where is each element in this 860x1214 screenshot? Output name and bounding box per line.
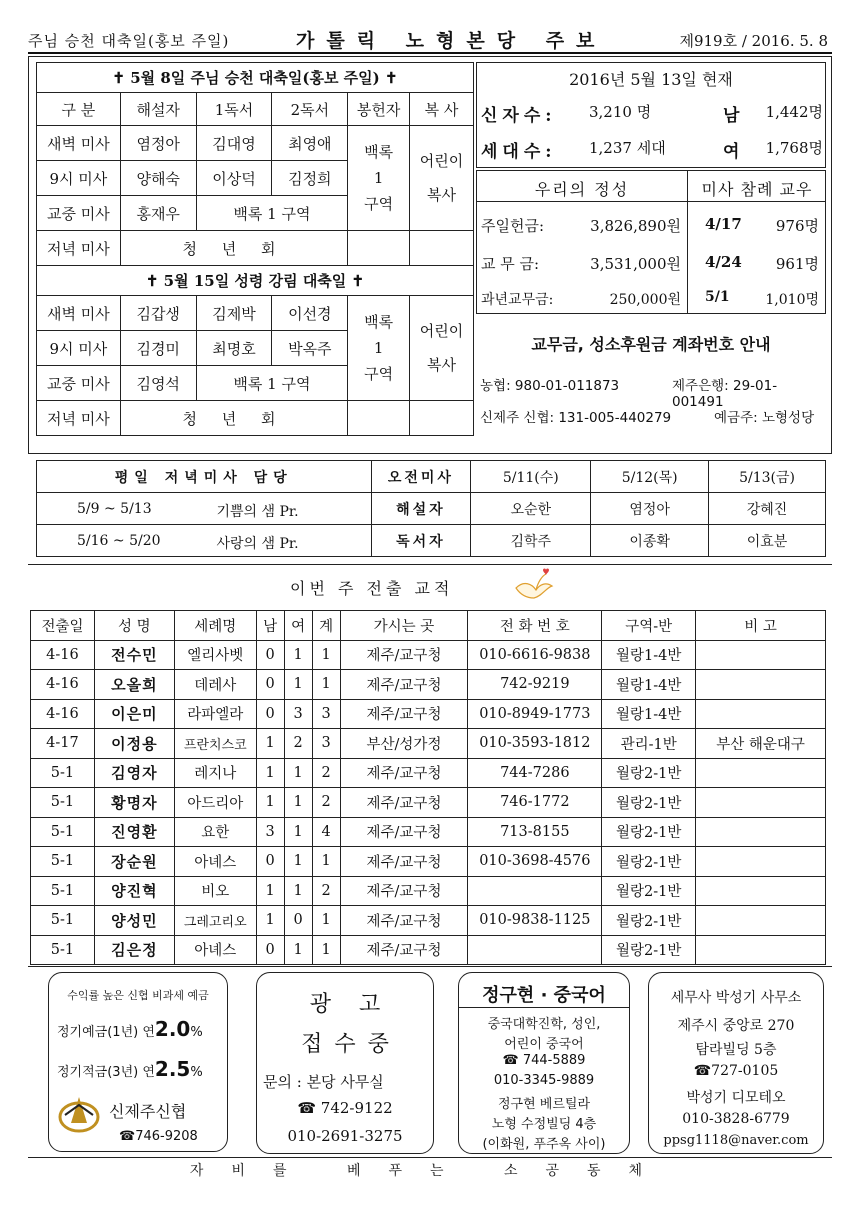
- bulletin-name: 가톨릭 노형본당 주보: [296, 30, 607, 52]
- col-header: 세례명: [174, 611, 256, 641]
- table-row: 새벽 미사 염정아 김대영 최영애 백록 1 구역 어린이 복사: [37, 126, 474, 161]
- col-header: 구역-반: [602, 611, 696, 641]
- col-header: 봉헌자: [348, 93, 410, 126]
- attendance-title: 미사 참례 교우: [701, 180, 813, 199]
- table-row: 5/9 ~ 5/13 기쁨의 샘 Pr. 해설자 오순한 염정아 강혜진: [37, 493, 826, 525]
- account-title: 교무금, 성소후원금 계좌번호 안내: [531, 335, 771, 354]
- credit-union-ad: 수익률 높은 신협 비과세 예금 정기예금(1년) 연2.0% 정기적금(3년) 연2.5% 신제주신협 ☎746-9208: [48, 972, 228, 1152]
- col-header: 남: [256, 611, 284, 641]
- feast-title: 주님 승천 대축일(홍보 주일): [28, 32, 230, 50]
- table-row: 5-1 양진혁 비오 1 1 2 제주/교구청 월랑2-1반: [31, 876, 826, 906]
- offering-box: 우리의 정성 미사 참례 교우 주일헌금: 3,826,890원 4/17 976명 교 무 금: 3,531,000원 4/24 961명 과년교무금: 250,000원 5/1 1,010명: [476, 170, 826, 314]
- transfer-table: [30, 610, 826, 965]
- weekday-mass-table: 평일 저녁미사 담당 오전미사 5/11(수) 5/12(목) 5/13(금) 5/9 ~ 5/13 기쁨의 샘 Pr. 해설자 오순한 염정아 강혜진 5/16 ~ 5/20 사랑의 샘 Pr. 독서자 김학주 이종확 이효분: [36, 460, 826, 557]
- account-info: 교무금, 성소후원금 계좌번호 안내 농협: 980-01-011873 제주은행: 29-01-001491 신제주 신협: 131-005-440279 예금주: 노형성당: [476, 318, 826, 446]
- col-header: 해설자: [120, 93, 196, 126]
- col-header: 2독서: [272, 93, 348, 126]
- table-header-row: [31, 611, 826, 641]
- stats-date: 2016년 5월 13일 현재: [569, 70, 733, 89]
- table-row: 5/16 ~ 5/20 사랑의 샘 Pr. 독서자 김학주 이종확 이효분: [37, 525, 826, 557]
- col-header: 1독서: [196, 93, 272, 126]
- table-row: 5-1 황명자 아드리아 1 1 2 제주/교구청 746-1772 월랑2-1반: [31, 788, 826, 818]
- table-row: 5-1 김은정 아녜스 0 1 1 제주/교구청 월랑2-1반: [31, 935, 826, 965]
- table-row: 저녁 미사 청 년 회: [37, 401, 474, 436]
- week1-title: ✝ 5월 8일 주님 승천 대축일(홍보 주일) ✝: [37, 63, 474, 93]
- table-row: 5-1 김영자 레지나 1 1 2 제주/교구청 744-7286 월랑2-1반: [31, 758, 826, 788]
- col-header: 가시는 곳: [340, 611, 468, 641]
- footer-motto: 자비를 베푸는 소공동체: [189, 1163, 671, 1179]
- transfer-title: 이번 주 전출 교적: [290, 579, 454, 598]
- bulletin-header: [28, 26, 832, 54]
- parish-stats-box: 2016년 5월 13일 현재 신자수: 3,210 명 남 1,442명 세대수: 1,237 세대 여 1,768명: [476, 62, 826, 168]
- table-row: 4-16 이은미 라파엘라 0 3 3 제주/교구청 010-8949-1773 월랑1-4반: [31, 699, 826, 729]
- col-header: 전출일: [31, 611, 95, 641]
- table-row: 교중 미사 김영석 백록 1 구역: [37, 366, 474, 401]
- col-header: 전 화 번 호: [468, 611, 602, 641]
- col-header: 계: [312, 611, 340, 641]
- table-row: 새벽 미사 김갑생 김제박 이선경 백록 1 구역 어린이 복사: [37, 296, 474, 331]
- table-row: 4-17 이정용 프란치스코 1 2 3 부산/성가정 010-3593-1812 관리-1반 부산 해운대구: [31, 729, 826, 759]
- col-header: 여: [284, 611, 312, 641]
- advertising-ad: 광고 접수중 문의 : 본당 사무실 ☎ 742-9122 010-2691-3275: [256, 972, 434, 1154]
- week2-title: ✝ 5월 15일 성령 강림 대축일 ✝: [37, 266, 474, 296]
- table-row: 5-1 진영환 요한 3 1 4 제주/교구청 713-8155 월랑2-1반: [31, 817, 826, 847]
- tax-office-ad: 세무사 박성기 사무소 제주시 중앙로 270 탐라빌딩 5층 ☎727-0105 박성기 디모테오 010-3828-6779 ppsg1118@naver.com: [648, 972, 824, 1154]
- offering-title: 우리의 정성: [534, 180, 630, 199]
- offertory-cell: 백록 1 구역: [348, 296, 410, 401]
- table-row: 5-1 장순원 아녜스 0 1 1 제주/교구청 010-3698-4576 월랑2-1반: [31, 847, 826, 877]
- table-row: 교중 미사 홍재우 백록 1 구역: [37, 196, 474, 231]
- table-row: 9시 미사 양해숙 이상덕 김정희: [37, 161, 474, 196]
- table-row: 9시 미사 김경미 최명호 박옥주: [37, 331, 474, 366]
- table-row: 4-16 전수민 엘리사벳 0 1 1 제주/교구청 010-6616-9838 월랑1-4반: [31, 640, 826, 670]
- server-cell: 어린이 복사: [410, 126, 474, 231]
- offertory-cell: 백록 1 구역: [348, 126, 410, 231]
- issue-number: 제919호 / 2016. 5. 8: [679, 32, 828, 50]
- table-row: 5-1 양성민 그레고리오 1 0 1 제주/교구청 010-9838-1125 월랑2-1반: [31, 906, 826, 936]
- col-header: 구 분: [37, 93, 121, 126]
- weekday-title: 평일 저녁미사 담당: [37, 461, 372, 493]
- server-cell: 어린이 복사: [410, 296, 474, 401]
- col-header: 성 명: [94, 611, 174, 641]
- col-header: 비 고: [696, 611, 826, 641]
- table-row: 4-16 오올희 데레사 0 1 1 제주/교구청 742-9219 월랑1-4반: [31, 670, 826, 700]
- credit-union-logo-icon: [57, 1093, 101, 1133]
- chinese-lesson-ad: 정구현 · 중국어 중국대학진학, 성인, 어린이 중국어 ☎ 744-5889 010-3345-9889 정구현 베르틸라 노형 수정빌딩 4층 (이화원, 푸주옥 사이): [458, 972, 630, 1154]
- col-header: 복 사: [410, 93, 474, 126]
- liturgy-roles-table: [36, 62, 474, 436]
- table-row: 저녁 미사 청 년 회: [37, 231, 474, 266]
- dove-icon: [512, 566, 556, 602]
